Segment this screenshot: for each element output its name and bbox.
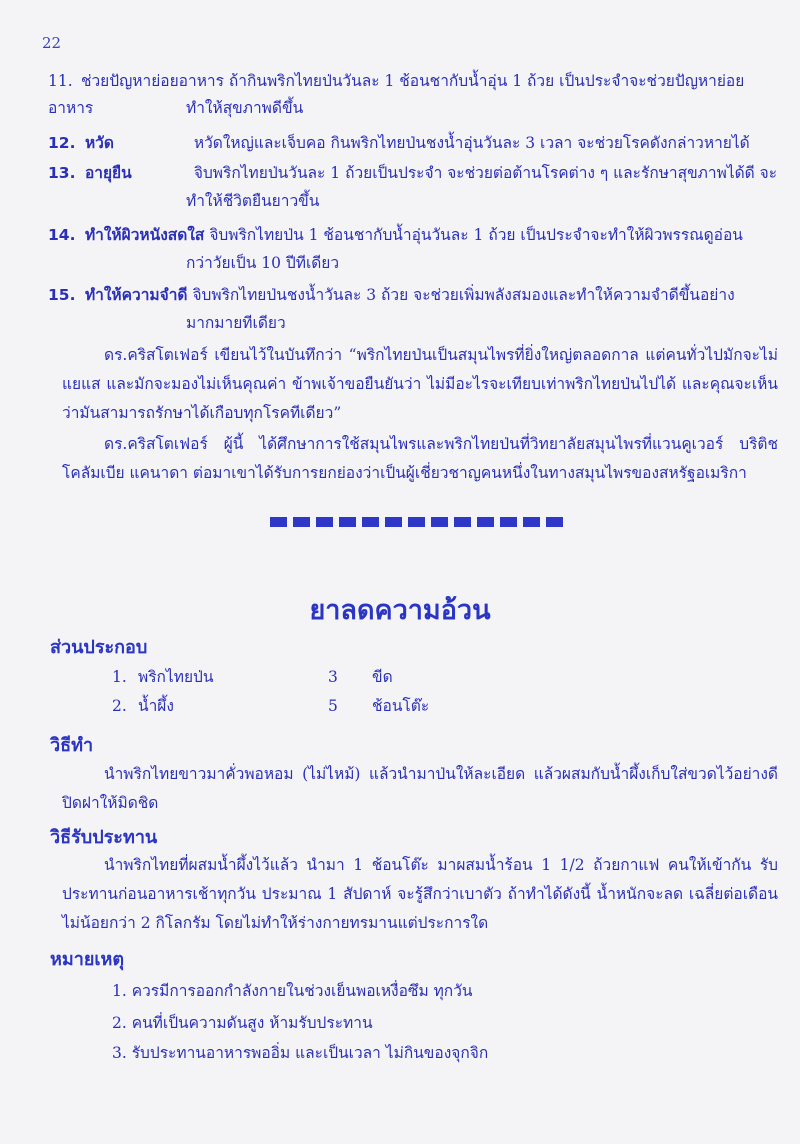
benefit-title: หวัด <box>84 134 114 152</box>
benefit-text-continued: ทำให้ชีวิตยืนยาวขึ้น <box>186 192 320 210</box>
note-item: 2. คนที่เป็นความดันสูง ห้ามรับประทาน <box>112 1014 373 1032</box>
notes-heading: หมายเหตุ <box>50 949 125 970</box>
method-text: นำพริกไทยขาวมาคั่วพอหอม (ไม่ไหม้) แล้วนำมาป่นให้ละเอียด แล้วผสมกับน้ำผึ้งเก็บใส่ขวดไว้อย่างดี ปิดฝาให้มิดชิด <box>62 765 778 812</box>
usage-text: นำพริกไทยที่ผสมน้ำผึ้งไว้แล้ว นำมา 1 ช้อนโต๊ะ มาผสมน้ำร้อน 1 1/2 ถ้วยกาแฟ คนให้เข้ากัน รับประทานก่อนอาหารเช้าทุกวัน ประมาณ 1 สัปดาห์ จะรู้สึกว่าเบาตัว ถ้าทำได้ดังนี้ น้ำหนักจะลด เฉลี่ยต่อเดือน ไม่น้อยกว่า 2 กิโลกรัม โดยไม่ทำให้ร่างกายทรมานแต่ประการใด <box>62 856 778 932</box>
benefit-item <box>48 130 778 157</box>
quote-paragraph-text: ดร.คริสโตเฟอร์ เขียนไว้ในบันทึกว่า “พริกไทยป่นเป็นสมุนไพรที่ยิ่งใหญ่ตลอดกาล แต่คนทั่วไปมักจะไม่แยแส และมักจะมองไม่เห็นคุณค่า ข้าพเจ้าขอยืนยันว่า ไม่มีอะไรจะเทียบเท่าพริกไทยป่นไปได้ และคุณจะเห็นว่ามันสามารถรักษาได้เกือบทุกโรคทีเดียว” <box>62 346 778 422</box>
ingredient-number: 1. <box>112 668 127 686</box>
ingredient-name: พริกไทยป่น <box>138 668 214 686</box>
benefit-title: อายุยืน <box>84 164 132 182</box>
benefit-number: 15. <box>48 286 76 304</box>
quote-paragraph <box>62 341 778 428</box>
benefit-title: ทำให้ความจำดี <box>84 286 188 304</box>
usage-heading: วิธีรับประทาน <box>50 827 158 848</box>
benefit-number: 11. <box>48 72 73 90</box>
benefit-number: 13. <box>48 164 76 182</box>
benefit-text-continued: กว่าวัยเป็น 10 ปีทีเดียว <box>186 254 340 272</box>
author-paragraph-text: ดร.คริสโตเฟอร์ ผู้นี้ ได้ศึกษาการใช้สมุนไพรและพริกไทยป่นที่วิทยาลัยสมุนไพรที่แวนคูเวอร์ บริติช โคลัมเบีย แคนาดา ต่อมาเขาได้รับการยกย่องว่าเป็นผู้เชี่ยวชาญคนหนึ่งในทางสมุนไพรของสหรัฐอเมริกา <box>62 435 778 482</box>
method-heading: วิธีทำ <box>50 735 94 756</box>
benefit-item <box>48 160 778 187</box>
benefit-title: ทำให้ผิวหนังสดใส <box>84 226 205 244</box>
ingredients-heading: ส่วนประกอบ <box>50 637 148 658</box>
author-paragraph <box>62 430 778 488</box>
method-paragraph <box>62 760 778 818</box>
ingredient-name: น้ำผึ้ง <box>138 697 174 715</box>
benefit-text: จิบพริกไทยป่นวันละ 1 ถ้วยเป็นประจำ จะช่วยต่อต้านโรคต่าง ๆ และรักษาสุขภาพได้ดี จะ <box>193 164 778 182</box>
benefit-number: 14. <box>48 226 76 244</box>
benefit-text-continued: มากมายทีเดียว <box>186 314 286 332</box>
page-number: 22 <box>42 34 62 52</box>
usage-paragraph <box>62 851 778 938</box>
benefit-title: ช่วยปัญหาย่อยอาหาร <box>80 72 224 90</box>
benefit-text: จิบพริกไทยป่น 1 ช้อนชากับน้ำอุ่นวันละ 1 ถ้วย เป็นประจำจะทำให้ผิวพรรณดูอ่อน <box>209 226 743 244</box>
benefit-text: ถ้ากินพริกไทยป่นวันละ 1 ช้อนชากับน้ำอุ่น 1 ถ้วย เป็นประจำจะช่วยปัญหาย่อยอาหาร <box>48 72 745 117</box>
ingredient-unit: ขีด <box>372 668 393 686</box>
benefit-text-continued: ทำให้สุขภาพดีขึ้น <box>186 99 304 117</box>
note-item: 3. รับประทานอาหารพออิ่ม และเป็นเวลา ไม่กินของจุกจิก <box>112 1044 489 1062</box>
benefit-text: จิบพริกไทยป่นชงน้ำวันละ 3 ถ้วย จะช่วยเพิ่มพลังสมองและทำให้ความจำดีขึ้นอย่าง <box>192 286 735 304</box>
note-item: 1. ควรมีการออกกำลังกายในช่วงเย็นพอเหงื่อซึม ทุกวัน <box>112 982 473 1000</box>
ingredient-qty: 5 <box>328 697 338 715</box>
ingredient-number: 2. <box>112 697 127 715</box>
section-divider <box>270 517 563 527</box>
ingredient-qty: 3 <box>328 668 338 686</box>
benefit-item <box>48 282 778 309</box>
benefit-text: หวัดใหญ่และเจ็บคอ กินพริกไทยป่นชงน้ำอุ่นวันละ 3 เวลา จะช่วยโรคดังกล่าวหายได้ <box>193 134 750 152</box>
benefit-number: 12. <box>48 134 76 152</box>
ingredient-unit: ช้อนโต๊ะ <box>372 697 430 715</box>
recipe-title: ยาลดความอ้วน <box>309 595 491 626</box>
benefit-item <box>48 222 778 249</box>
